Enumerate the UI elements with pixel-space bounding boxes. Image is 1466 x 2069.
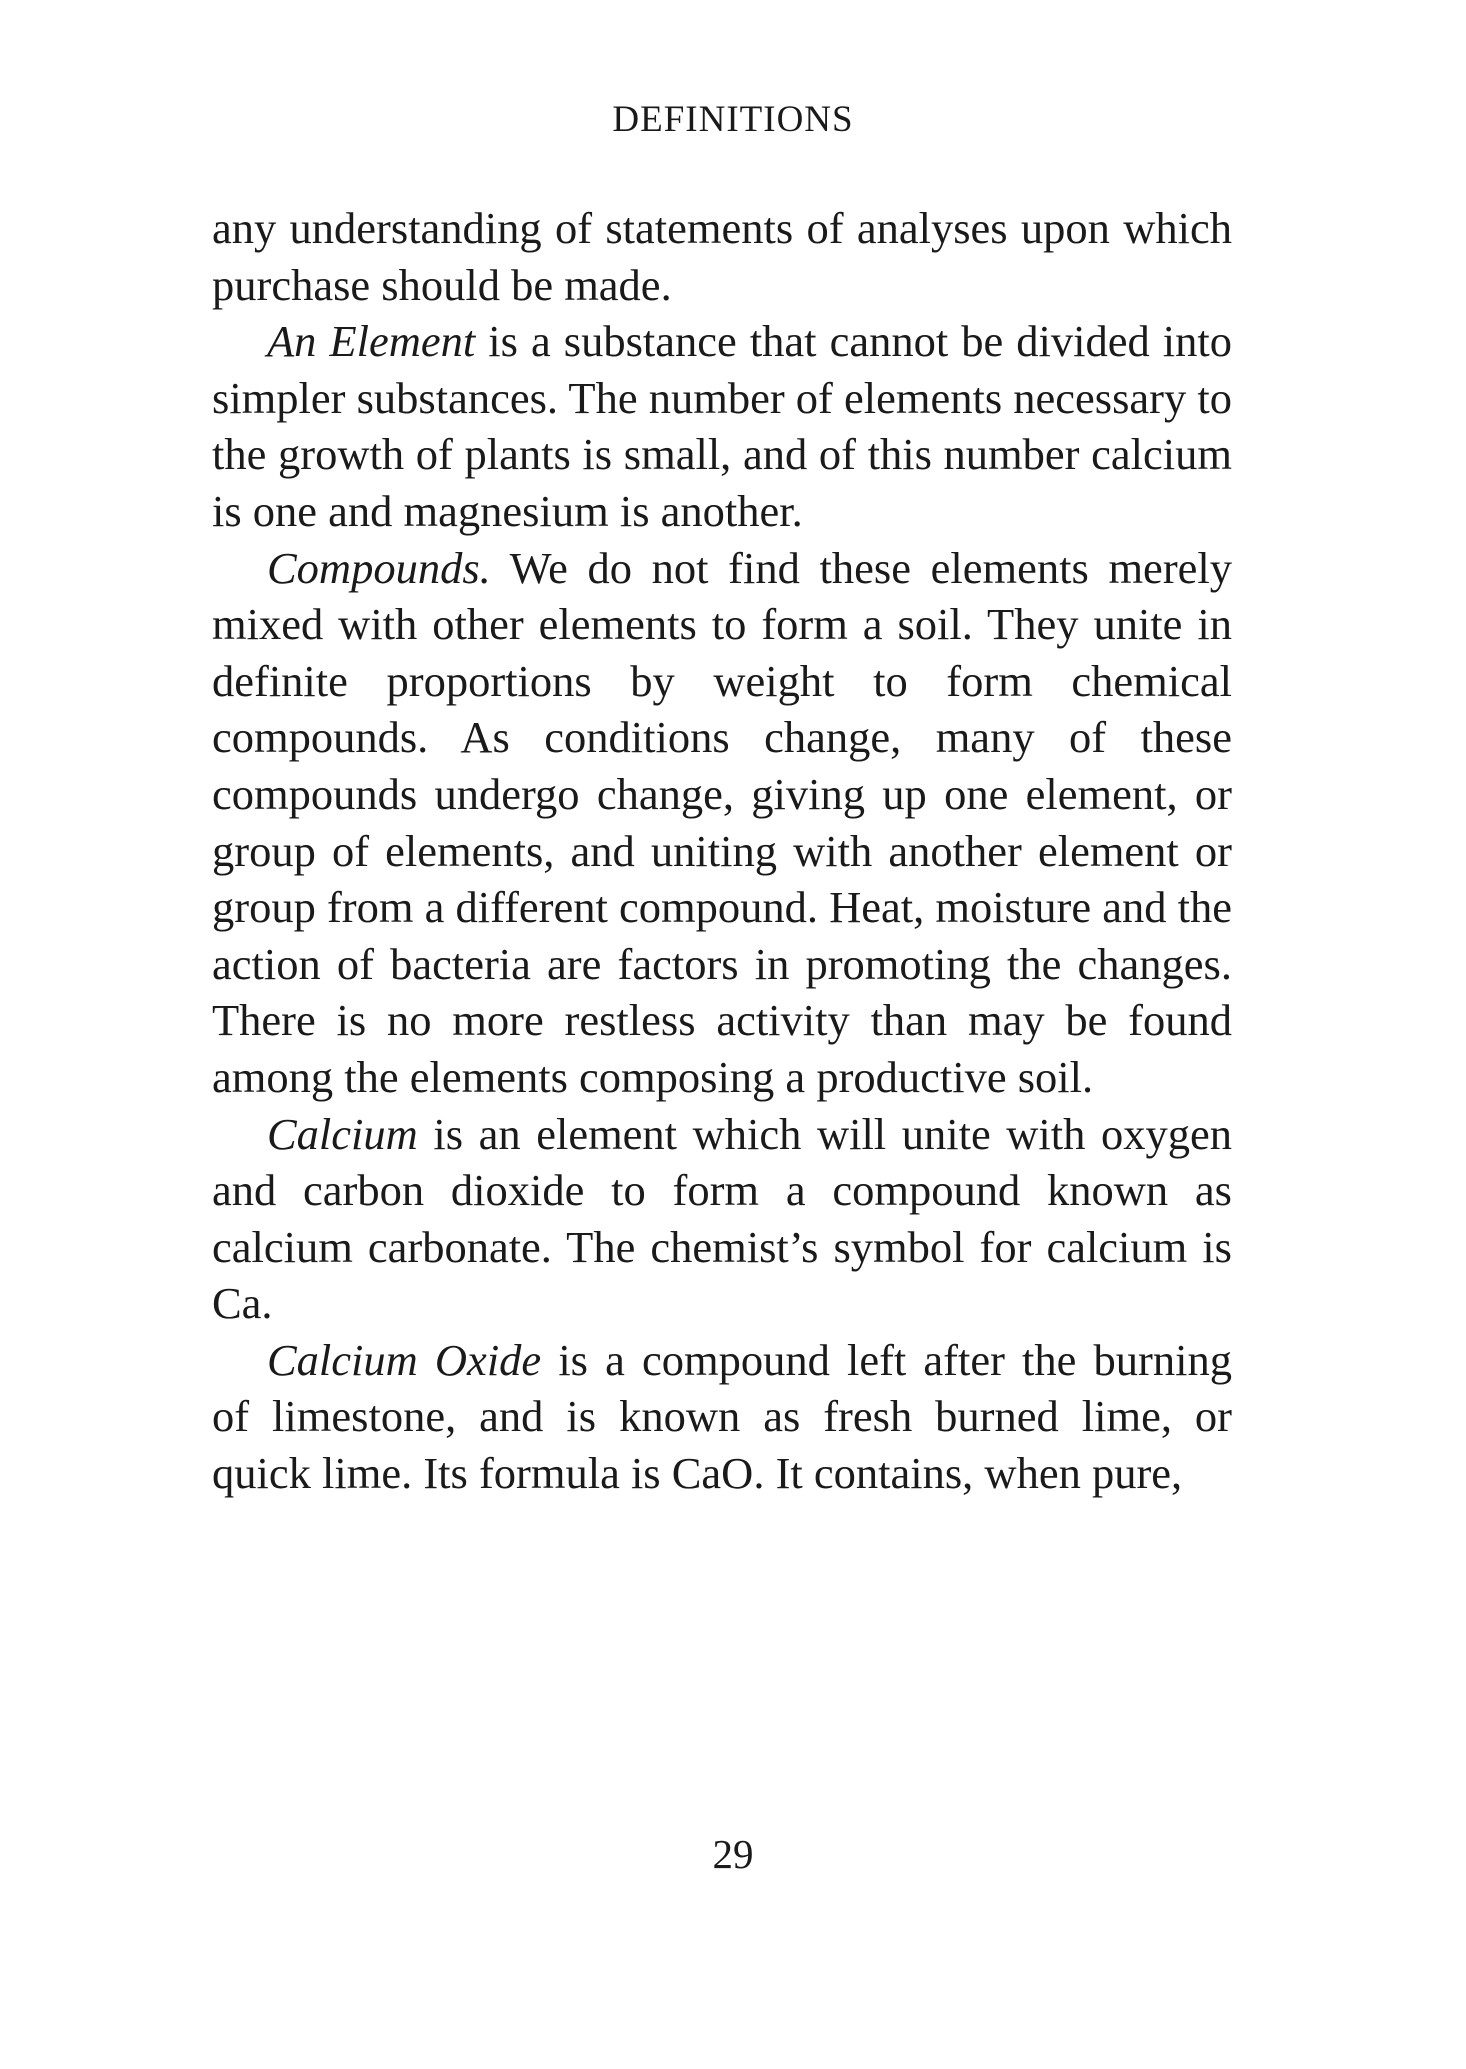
defined-term: Calcium <box>267 1108 418 1159</box>
paragraph-text: is a substance that cannot be divided into simpler substances. The number of elements necessary to the growth of plants is small, and of this number calcium is one and magnesium is another. <box>212 316 1232 536</box>
paragraph-element <box>212 313 1232 539</box>
paragraph-continuation <box>212 200 1232 313</box>
paragraph-calcium-oxide <box>212 1332 1232 1502</box>
body-text <box>212 200 1232 1502</box>
paragraph-text: is an element which will unite with oxygen and carbon dioxide to form a compound known as calcium carbonate. The chemist’s symbol for calcium is Ca. <box>212 1108 1232 1329</box>
paragraph-calcium <box>212 1106 1232 1332</box>
defined-term: Calcium Oxide <box>267 1334 542 1385</box>
defined-term: Compounds. <box>267 542 491 593</box>
defined-term: An Element <box>267 316 476 367</box>
paragraph-text: We do not find these elements merely mixed with other elements to form a soil. They unite in definite proportions by weight to form chemical compounds. As conditions change, many of these compounds undergo change, giving up one element, or group of elements, and uniting with another element or group from a different compound. Heat, moisture and the action of bacteria are factors in promoting the changes. There is no more restless activity than may be found among the elements composing a productive soil. <box>212 542 1232 1102</box>
page-number: 29 <box>712 1831 754 1877</box>
paragraph-text: is a compound left after the burning of limestone, and is known as fresh burned lime, or quick lime. Its formula is CaO. It contains, when pure, <box>212 1334 1232 1499</box>
running-head: DEFINITIONS <box>612 99 854 140</box>
paragraph-compounds <box>212 540 1232 1106</box>
paragraph-text: any understanding of statements of analyses upon which purchase should be made. <box>212 203 1232 310</box>
